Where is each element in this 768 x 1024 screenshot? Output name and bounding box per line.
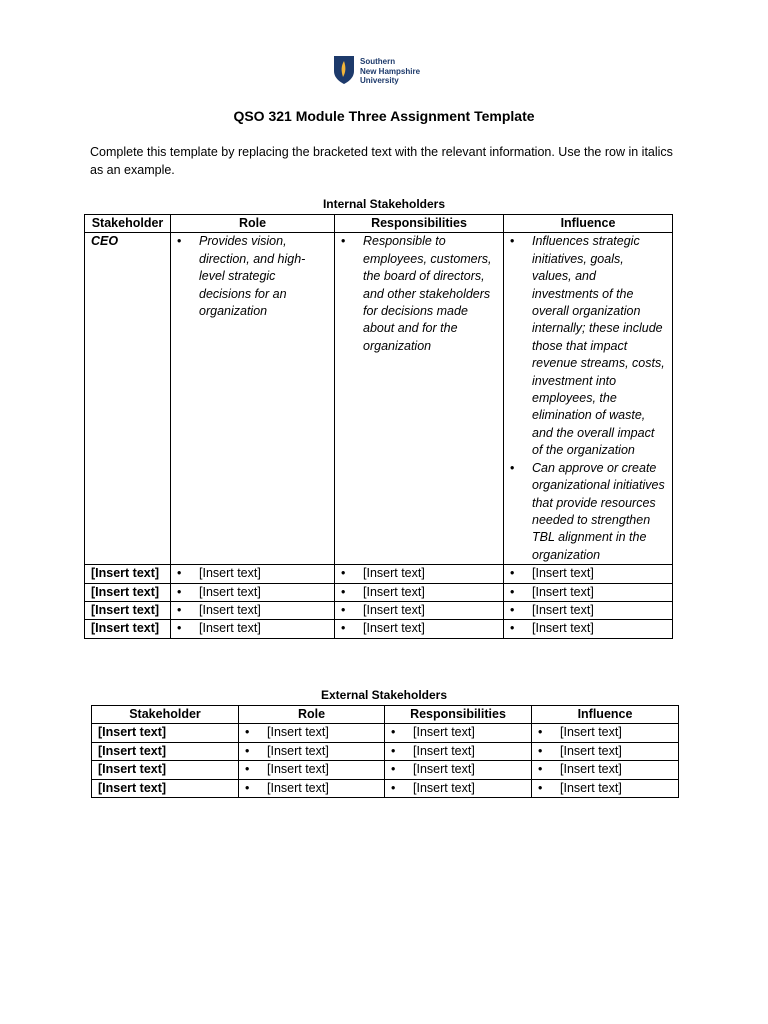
influence-cell[interactable]: • [Insert text] <box>532 724 679 742</box>
influence-cell[interactable]: • [Insert text] <box>532 742 679 760</box>
table-header-row <box>85 215 673 233</box>
influence-cell[interactable]: • [Insert text] <box>504 620 673 638</box>
responsibilities-cell[interactable]: • [Insert text] <box>385 724 532 742</box>
stakeholder-cell[interactable]: [Insert text] <box>92 724 239 742</box>
logo-wordmark: Southern New Hampshire University <box>360 57 421 85</box>
table-row <box>92 742 679 760</box>
header-influence: Influence <box>504 215 673 233</box>
header-role: Role <box>239 706 385 724</box>
responsibilities-cell[interactable]: • [Insert text] <box>385 761 532 779</box>
external-caption: External Stakeholders <box>320 688 448 702</box>
page-title: QSO 321 Module Three Assignment Template <box>233 108 535 124</box>
header-responsibilities: Responsibilities <box>335 215 504 233</box>
table-row <box>92 724 679 742</box>
table-row <box>92 761 679 779</box>
stakeholder-cell[interactable]: [Insert text] <box>85 620 171 638</box>
responsibilities-cell[interactable]: • [Insert text] <box>385 742 532 760</box>
role-cell[interactable]: • [Insert text] <box>239 779 385 797</box>
role-cell[interactable]: • [Insert text] <box>171 565 335 583</box>
role-cell[interactable]: • [Insert text] <box>239 724 385 742</box>
header-role: Role <box>171 215 335 233</box>
external-stakeholders-table <box>91 705 679 798</box>
table-row <box>85 565 673 583</box>
responsibilities-cell[interactable]: • [Insert text] <box>335 601 504 619</box>
stakeholder-cell[interactable]: [Insert text] <box>92 761 239 779</box>
role-cell[interactable]: • [Insert text] <box>171 601 335 619</box>
role-cell[interactable]: • [Insert text] <box>239 742 385 760</box>
example-row <box>85 233 673 565</box>
snhu-logo <box>333 55 443 89</box>
internal-stakeholders-table <box>84 214 673 639</box>
stakeholder-cell[interactable]: [Insert text] <box>85 565 171 583</box>
internal-caption: Internal Stakeholders <box>322 197 446 211</box>
table-row <box>85 620 673 638</box>
role-cell[interactable]: • [Insert text] <box>171 583 335 601</box>
example-stakeholder: CEO <box>85 233 171 565</box>
influence-cell[interactable]: • [Insert text] <box>532 761 679 779</box>
role-cell[interactable]: • [Insert text] <box>239 761 385 779</box>
stakeholder-cell[interactable]: [Insert text] <box>92 742 239 760</box>
table-row <box>85 583 673 601</box>
influence-cell[interactable]: • [Insert text] <box>504 565 673 583</box>
header-responsibilities: Responsibilities <box>385 706 532 724</box>
header-stakeholder: Stakeholder <box>92 706 239 724</box>
header-stakeholder: Stakeholder <box>85 215 171 233</box>
influence-cell[interactable]: • [Insert text] <box>532 779 679 797</box>
responsibilities-cell[interactable]: • [Insert text] <box>385 779 532 797</box>
table-header-row <box>92 706 679 724</box>
example-influence: • Influences strategic initiatives, goals, values, and investments of the overall organization internally; these include those that impact revenue streams, costs, investment into employees, the elimination of waste, and the overall impact of the organization • Can approve or create organizational initiatives that provide resources needed to strengthen TBL alignment in the organization <box>504 233 673 565</box>
responsibilities-cell[interactable]: • [Insert text] <box>335 565 504 583</box>
table-row <box>92 779 679 797</box>
shield-icon <box>333 55 355 85</box>
table-row <box>85 601 673 619</box>
instructions: Complete this template by replacing the bracketed text with the relevant information. Use the row in italics as an example. <box>90 145 673 177</box>
influence-cell[interactable]: • [Insert text] <box>504 601 673 619</box>
example-role: • Provides vision, direction, and high-level strategic decisions for an organization <box>171 233 335 565</box>
stakeholder-cell[interactable]: [Insert text] <box>92 779 239 797</box>
role-cell[interactable]: • [Insert text] <box>171 620 335 638</box>
stakeholder-cell[interactable]: [Insert text] <box>85 601 171 619</box>
influence-cell[interactable]: • [Insert text] <box>504 583 673 601</box>
responsibilities-cell[interactable]: • [Insert text] <box>335 620 504 638</box>
responsibilities-cell[interactable]: • [Insert text] <box>335 583 504 601</box>
stakeholder-cell[interactable]: [Insert text] <box>85 583 171 601</box>
header-influence: Influence <box>532 706 679 724</box>
example-responsibilities: • Responsible to employees, customers, the board of directors, and other stakeholders for decisions made about and for the organization <box>335 233 504 565</box>
